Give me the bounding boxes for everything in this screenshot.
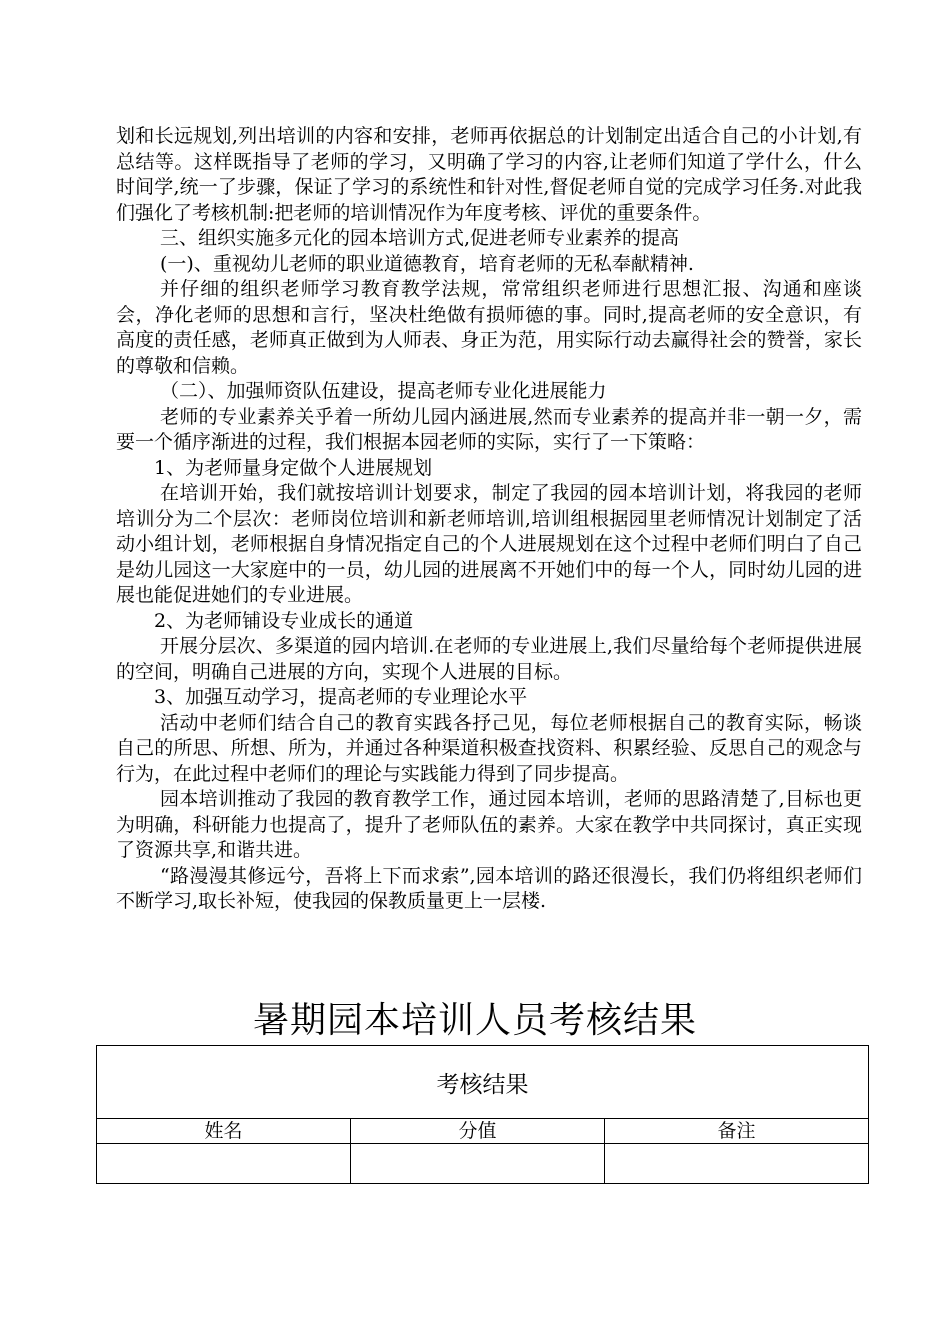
paragraph: 园本培训推动了我园的教育教学工作，通过园本培训，老师的思路清楚了,目标也更为明确，科研能力也提高了，提升了老师队伍的素养。大家在教学中共同探讨，真正实现了资源共享,和谐共进。 — [116, 788, 862, 861]
paragraph: 在培训开始，我们就按培训计划要求，制定了我园的园本培训计划，将我园的老师培训分为二个层次：老师岗位培训和新老师培训,培训组根据园里老师情况计划制定了活动小组计划，老师根据自身情况指定自己的个人进展规划在这个过程中老师们明白了自己是幼儿园这一大家庭中的一员，幼儿园的进展离不开她们中的每一个人，同时幼儿园的进展也能促进她们的专业进展。 — [116, 482, 862, 606]
header-name: 姓名 — [97, 1119, 351, 1144]
paragraph: 1、为老师量身定做个人进展规划 — [154, 456, 433, 479]
paragraph: 3、加强互动学习，提高老师的专业理论水平 — [154, 686, 528, 708]
header-score: 分值 — [351, 1119, 605, 1144]
paragraph: (一)、重视幼儿老师的职业道德教育，培育老师的无私奉献精神. — [160, 252, 694, 275]
paragraph: 老师的专业素养关乎着一所幼儿园内涵进展,然而专业素养的提高并非一朝一夕，需要一个循序渐进的过程，我们根据本园老师的实际，实行了一下策略： — [116, 405, 862, 453]
table-caption: 考核结果 — [97, 1046, 869, 1119]
paragraph: 开展分层次、多渠道的园内培训.在老师的专业进展上,我们尽量给每个老师提供进展的空间，明确自己进展的方向，实现个人进展的目标。 — [116, 635, 862, 683]
document-body — [116, 124, 862, 915]
paragraph: 三、组织实施多元化的园本培训方式,促进老师专业素养的提高 — [160, 227, 680, 249]
table-row — [97, 1144, 869, 1184]
cell-score[interactable] — [351, 1144, 605, 1184]
paragraph: 活动中老师们结合自己的教育实践各抒己见，每位老师根据自己的教育实际，畅谈自己的所思、所想、所为，并通过各种渠道积极查找资料、积累经验、反思自己的观念与行为，在此过程中老师们的理论与实践能力得到了同步提高。 — [116, 711, 862, 785]
table-caption-row — [97, 1046, 869, 1119]
header-remarks: 备注 — [605, 1119, 869, 1144]
paragraph: 并仔细的组织老师学习教育教学法规，常常组织老师进行思想汇报、沟通和座谈会，净化老师的思想和言行，坚决杜绝做有损师德的事。同时,提高老师的安全意识，有高度的责任感，老师真正做到为人师表、身正为范，用实际行动去赢得社会的赞誉，家长的尊敬和信赖。 — [116, 278, 862, 377]
table-header-row — [97, 1119, 869, 1144]
cell-name[interactable] — [97, 1144, 351, 1184]
results-table — [96, 1045, 869, 1184]
paragraph: “路漫漫其修远兮，吾将上下而求索”,园本培训的路还很漫长，我们仍将组织老师们不断学习,取长补短，使我园的保教质量更上一层楼. — [116, 864, 862, 912]
paragraph: 划和长远规划,列出培训的内容和安排，老师再依据总的计划制定出适合自己的小计划,有总结等。这样既指导了老师的学习，又明确了学习的内容,让老师们知道了学什么，什么时间学,统一了步骤，保证了学习的系统性和针对性,督促老师自觉的完成学习任务.对此我们强化了考核机制:把老师的培训情况作为年度考核、评优的重要条件。 — [116, 125, 862, 224]
results-title: 暑期园本培训人员考核结果 — [252, 1000, 697, 1041]
paragraph: 2、为老师铺设专业成长的通道 — [154, 609, 414, 632]
paragraph: （二）、加强师资队伍建设，提高老师专业化进展能力 — [160, 380, 607, 402]
cell-remarks[interactable] — [605, 1144, 869, 1184]
